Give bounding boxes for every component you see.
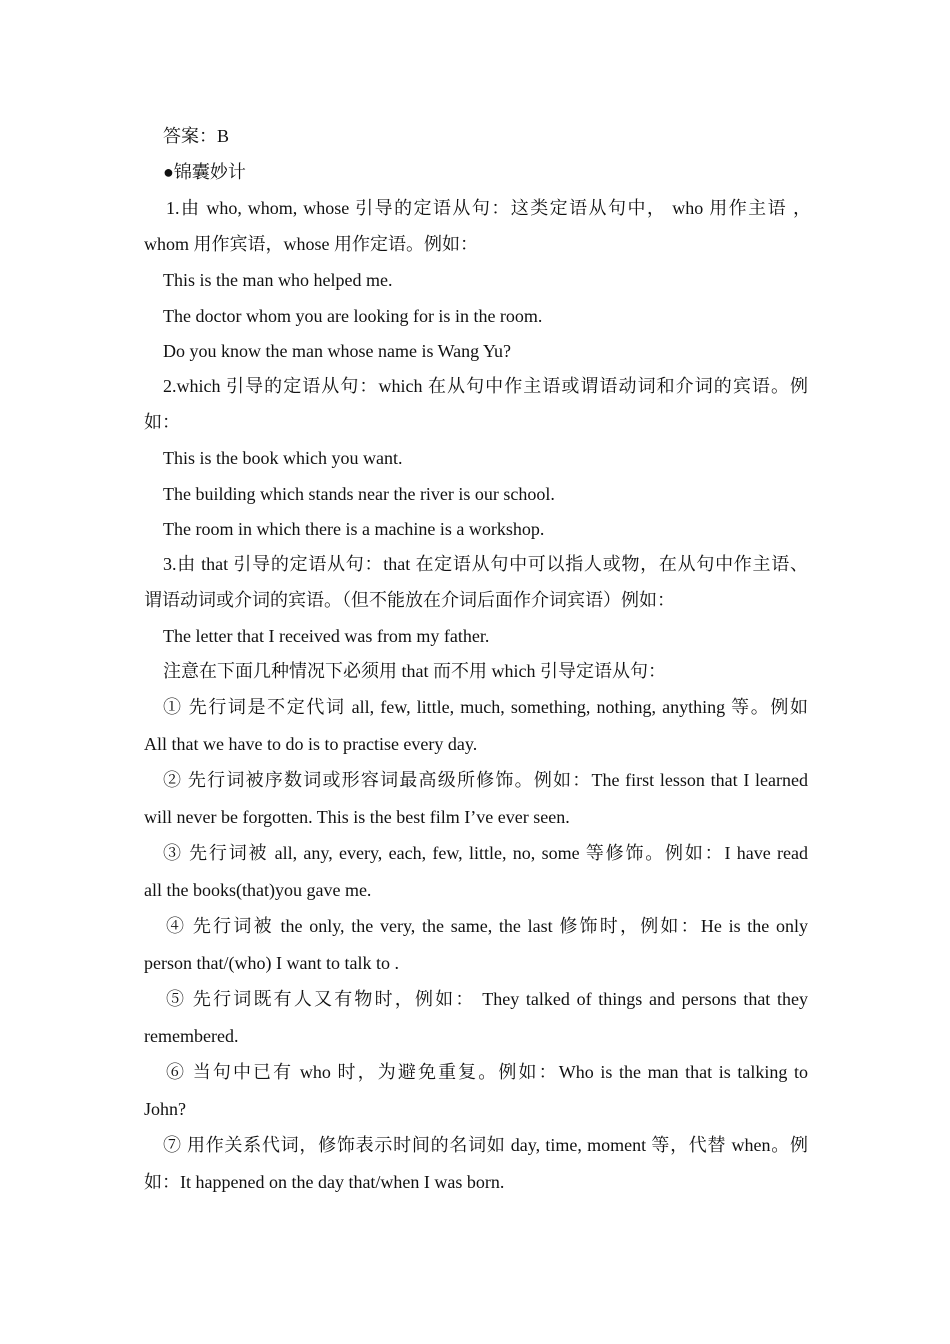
rule-item-6-cont: John? [144, 1099, 186, 1119]
example-sentence: This is the book which you want. [163, 448, 403, 468]
paragraph-line: 注意在下面几种情况下必须用 that 而不用 which 引导定语从句： [163, 661, 666, 681]
rule-item-7: ⑦ 用作关系代词，修饰表示时间的名词如 day, time, moment 等，代替 when。例 [163, 1135, 808, 1155]
rule-item-5-cont: remembered. [144, 1026, 239, 1046]
rule-item-1-cont: All that we have to do is to practise every day. [144, 734, 478, 754]
paragraph-line: whom 用作宾语，whose 用作定语。例如： [144, 234, 478, 254]
rule-item-1: ① 先行词是不定代词 all, few, little, much, something, nothing, anything 等。例如 [163, 697, 808, 717]
paragraph-line: 1.由 who, whom, whose 引导的定语从句：这类定语从句中， who 用作主语 ， [166, 198, 811, 218]
example-sentence: This is the man who helped me. [163, 270, 393, 290]
example-sentence: The building which stands near the river is our school. [163, 484, 555, 504]
rule-item-2: ② 先行词被序数词或形容词最高级所修饰。例如：The first lesson that I learned [163, 770, 808, 790]
answer-line: 答案：B [163, 126, 230, 146]
rule-item-2-cont: will never be forgotten. This is the best film I’ve ever seen. [144, 807, 570, 827]
rule-item-7-cont: 如：It happened on the day that/when I was born. [144, 1172, 505, 1192]
paragraph-line: 2.which 引导的定语从句：which 在从句中作主语或谓语动词和介词的宾语。例 [163, 376, 808, 396]
paragraph-line: 谓语动词或介词的宾语。（但不能放在介词后面作介词宾语）例如： [144, 590, 675, 610]
rule-item-3-cont: all the books(that)you gave me. [144, 880, 372, 900]
rule-item-3: ③ 先行词被 all, any, every, each, few, little, no, some 等修饰。例如：I have read [163, 843, 808, 863]
rule-item-4-cont: person that/(who) I want to talk to . [144, 953, 399, 973]
rule-item-6: ⑥ 当句中已有 who 时，为避免重复。例如：Who is the man that is talking to [166, 1062, 808, 1082]
example-sentence: The doctor whom you are looking for is in the room. [163, 306, 543, 326]
paragraph-line: 如： [144, 412, 180, 432]
example-sentence: Do you know the man whose name is Wang Yu? [163, 341, 511, 361]
tip-heading: ●锦囊妙计 [163, 162, 246, 182]
example-sentence: The room in which there is a machine is a workshop. [163, 519, 545, 539]
rule-item-5: ⑤ 先行词既有人又有物时，例如： They talked of things and persons that they [166, 989, 808, 1009]
example-sentence: The letter that I received was from my father. [163, 626, 490, 646]
paragraph-line: 3.由 that 引导的定语从句：that 在定语从句中可以指人或物，在从句中作主语、 [163, 554, 808, 574]
rule-item-4: ④ 先行词被 the only, the very, the same, the last 修饰时，例如：He is the only [166, 916, 808, 936]
